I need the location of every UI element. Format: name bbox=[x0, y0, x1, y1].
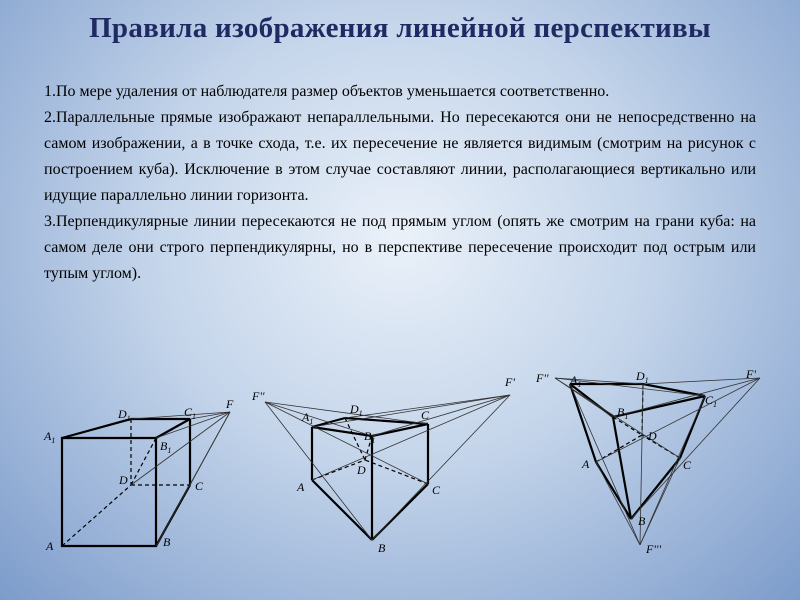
cube-figure-1 bbox=[40, 390, 250, 560]
label-d1: $D_1$ bbox=[636, 369, 649, 385]
label-f2: F'' bbox=[252, 389, 265, 403]
label-f1: F' bbox=[505, 375, 515, 389]
rule-3: 3.Перпендикулярные линии пересекаются не под прямым углом (опять же смотрим на грани куба: на самом деле они строго перпендикулярны, но в перспективе пересечение происходит под острым или тупым углом). bbox=[44, 213, 756, 282]
label-d: D bbox=[648, 429, 657, 443]
label-c: C bbox=[195, 479, 204, 493]
rule-1: 1.По мере удаления от наблюдателя размер объектов уменьшается соответственно. bbox=[44, 83, 610, 100]
label-b: B bbox=[163, 535, 171, 549]
label-d1: $D_1$ bbox=[350, 402, 363, 418]
label-a: A bbox=[297, 480, 305, 494]
label-d: D bbox=[357, 463, 366, 477]
label-d1: $D_1$ bbox=[118, 407, 131, 423]
label-b1: $B_1$ bbox=[617, 405, 629, 421]
label-c: C bbox=[421, 408, 430, 422]
page-title: Правила изображения линейной перспективы bbox=[89, 12, 711, 44]
label-a1: $A_1$ bbox=[570, 373, 582, 389]
label-f: F bbox=[226, 397, 234, 411]
label-b1: $B_1$ bbox=[160, 439, 172, 455]
label-f1: F' bbox=[746, 367, 756, 381]
label-b: B bbox=[378, 541, 386, 555]
label-c1: $C_1$ bbox=[184, 405, 197, 421]
label-f2: F'' bbox=[536, 371, 549, 385]
label-c1: $C_1$ bbox=[705, 393, 718, 409]
label-b1: $B_1$ bbox=[364, 429, 376, 445]
label-a: A bbox=[582, 457, 590, 471]
rule-2: 2.Параллельные прямые изображают непараллельными. Но пересекаются они не непосредственно на самом изображении, а в точке схода, т.е. их пересечение не является видимым (смотрим на рисунок с построением куба). Исключение в этом случае составляют линии, располагающиеся вертикально или идущие параллельно линии горизонта. bbox=[44, 109, 756, 204]
label-a: A bbox=[46, 539, 54, 553]
label-b: B bbox=[638, 514, 646, 528]
label-a1: $A_1$ bbox=[302, 410, 314, 426]
rules-text bbox=[44, 79, 756, 287]
label-c2: C bbox=[432, 483, 441, 497]
cube-figure-3 bbox=[530, 365, 770, 565]
label-a1: $A_1$ bbox=[44, 429, 56, 445]
label-d: D bbox=[119, 473, 128, 487]
cube-figure-2 bbox=[245, 370, 525, 560]
label-f3: F''' bbox=[646, 542, 662, 556]
label-c: C bbox=[683, 458, 692, 472]
